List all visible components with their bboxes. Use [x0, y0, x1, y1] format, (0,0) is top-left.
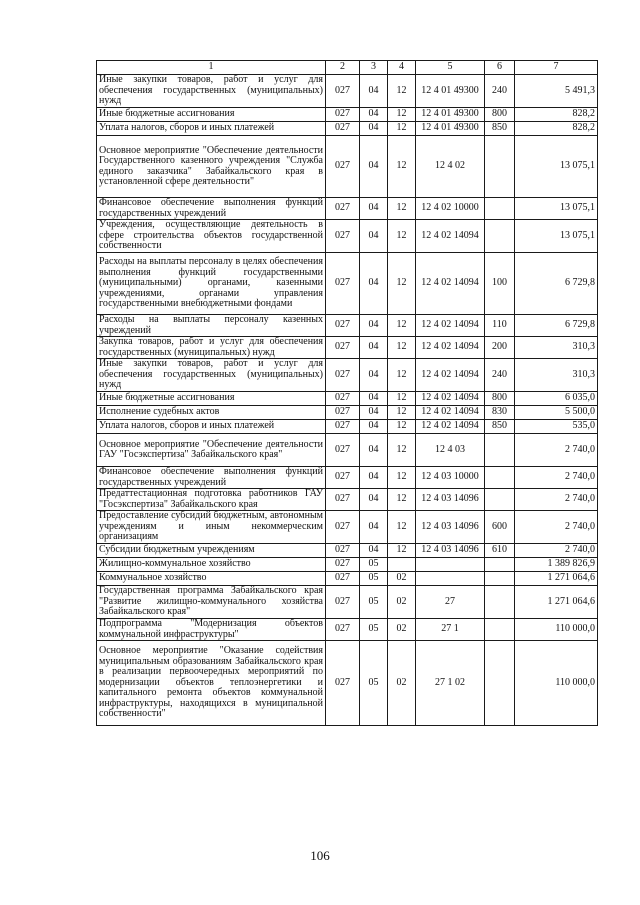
cell-target-article: 12 4 02 14094: [416, 337, 485, 359]
table-row: [97, 406, 598, 420]
cell-subsection: 02: [388, 586, 416, 619]
cell-ministry-code: 027: [326, 558, 360, 572]
cell-amount: 6 729,8: [515, 253, 598, 315]
table-row: [97, 75, 598, 108]
cell-section: 05: [360, 558, 388, 572]
cell-expense-type: 200: [485, 337, 515, 359]
cell-ministry-code: 027: [326, 359, 360, 392]
cell-expense-type: 800: [485, 108, 515, 122]
cell-section: 04: [360, 198, 388, 220]
cell-ministry-code: 027: [326, 220, 360, 253]
cell-target-article: 12 4 02 14094: [416, 253, 485, 315]
cell-name: Подпрограмма "Модернизация объектов коммунальной инфраструктуры": [97, 619, 326, 641]
cell-section: 05: [360, 586, 388, 619]
cell-name: Уплата налогов, сборов и иных платежей: [97, 420, 326, 434]
cell-name: Иные бюджетные ассигнования: [97, 392, 326, 406]
cell-section: 05: [360, 641, 388, 726]
table-row: [97, 558, 598, 572]
cell-target-article: [416, 558, 485, 572]
cell-subsection: 02: [388, 619, 416, 641]
cell-subsection: 12: [388, 136, 416, 198]
header-cell-1: 1: [97, 61, 326, 75]
cell-ministry-code: 027: [326, 406, 360, 420]
cell-amount: 828,2: [515, 108, 598, 122]
header-cell-2: 2: [326, 61, 360, 75]
header-row: [97, 61, 598, 75]
table-row: [97, 337, 598, 359]
cell-subsection: [388, 558, 416, 572]
cell-name: Иные бюджетные ассигнования: [97, 108, 326, 122]
cell-ministry-code: 027: [326, 434, 360, 467]
cell-target-article: 12 4 02: [416, 136, 485, 198]
header-cell-3: 3: [360, 61, 388, 75]
cell-expense-type: 800: [485, 392, 515, 406]
cell-name: Финансовое обеспечение выполнения функций государственных учреждений: [97, 198, 326, 220]
cell-amount: 1 271 064,6: [515, 586, 598, 619]
cell-target-article: 12 4 01 49300: [416, 108, 485, 122]
table-row: [97, 108, 598, 122]
cell-section: 04: [360, 392, 388, 406]
cell-target-article: 12 4 02 14094: [416, 406, 485, 420]
cell-name: Закупка товаров, работ и услуг для обеспечения государственных (муниципальных) нужд: [97, 337, 326, 359]
cell-section: 04: [360, 420, 388, 434]
budget-table: [96, 60, 598, 726]
cell-expense-type: [485, 619, 515, 641]
table-row: [97, 586, 598, 619]
cell-name: Предоставление субсидий бюджетным, автономным учреждениям и иным некоммерческим организациям: [97, 511, 326, 544]
cell-expense-type: 850: [485, 122, 515, 136]
table-row: [97, 489, 598, 511]
cell-section: 04: [360, 108, 388, 122]
cell-name: Финансовое обеспечение выполнения функций государственных учреждений: [97, 467, 326, 489]
cell-subsection: 12: [388, 108, 416, 122]
cell-subsection: 12: [388, 467, 416, 489]
cell-section: 04: [360, 220, 388, 253]
cell-section: 05: [360, 572, 388, 586]
cell-expense-type: 850: [485, 420, 515, 434]
cell-name: Иные закупки товаров, работ и услуг для обеспечения государственных (муниципальных) нужд: [97, 359, 326, 392]
cell-name: Иные закупки товаров, работ и услуг для обеспечения государственных (муниципальных) нужд: [97, 75, 326, 108]
cell-subsection: 12: [388, 75, 416, 108]
cell-ministry-code: 027: [326, 467, 360, 489]
cell-expense-type: [485, 198, 515, 220]
cell-subsection: 12: [388, 511, 416, 544]
cell-target-article: 12 4 03 14096: [416, 544, 485, 558]
cell-name: Учреждения, осуществляющие деятельность в сфере строительства объектов государственной собственности: [97, 220, 326, 253]
cell-name: Уплата налогов, сборов и иных платежей: [97, 122, 326, 136]
table-row: [97, 572, 598, 586]
cell-ministry-code: 027: [326, 420, 360, 434]
cell-ministry-code: 027: [326, 122, 360, 136]
cell-subsection: 12: [388, 253, 416, 315]
cell-name: Коммунальное хозяйство: [97, 572, 326, 586]
cell-expense-type: [485, 572, 515, 586]
cell-expense-type: 610: [485, 544, 515, 558]
cell-ministry-code: 027: [326, 572, 360, 586]
table-row: [97, 253, 598, 315]
cell-expense-type: 100: [485, 253, 515, 315]
cell-target-article: 12 4 02 14094: [416, 359, 485, 392]
cell-ministry-code: 027: [326, 75, 360, 108]
cell-amount: 310,3: [515, 359, 598, 392]
table-row: [97, 544, 598, 558]
cell-section: 04: [360, 434, 388, 467]
cell-section: 04: [360, 315, 388, 337]
cell-target-article: 12 4 02 14094: [416, 220, 485, 253]
cell-ministry-code: 027: [326, 337, 360, 359]
cell-ministry-code: 027: [326, 544, 360, 558]
header-cell-4: 4: [388, 61, 416, 75]
cell-amount: 2 740,0: [515, 544, 598, 558]
cell-subsection: 12: [388, 406, 416, 420]
cell-ministry-code: 027: [326, 619, 360, 641]
cell-expense-type: 240: [485, 359, 515, 392]
cell-amount: 13 075,1: [515, 198, 598, 220]
cell-name: Основное мероприятие "Обеспечение деятельности ГАУ "Госэкспертиза" Забайкальского края": [97, 434, 326, 467]
cell-name: Предаттестационная подготовка работников ГАУ "Госэкспертиза" Забайкальского края: [97, 489, 326, 511]
cell-amount: 13 075,1: [515, 220, 598, 253]
cell-amount: 5 491,3: [515, 75, 598, 108]
cell-ministry-code: 027: [326, 586, 360, 619]
table-row: [97, 315, 598, 337]
cell-subsection: 12: [388, 359, 416, 392]
cell-subsection: 12: [388, 434, 416, 467]
cell-target-article: 27: [416, 586, 485, 619]
table-row: [97, 122, 598, 136]
cell-section: 04: [360, 489, 388, 511]
cell-amount: 2 740,0: [515, 467, 598, 489]
table-body: [97, 75, 598, 726]
table-row: [97, 392, 598, 406]
cell-section: 04: [360, 122, 388, 136]
table-row: [97, 136, 598, 198]
header-cell-5: 5: [416, 61, 485, 75]
cell-amount: 110 000,0: [515, 641, 598, 726]
cell-name: Субсидии бюджетным учреждениям: [97, 544, 326, 558]
cell-expense-type: 110: [485, 315, 515, 337]
cell-ministry-code: 027: [326, 511, 360, 544]
cell-target-article: 12 4 01 49300: [416, 122, 485, 136]
table-row: [97, 220, 598, 253]
table-row: [97, 434, 598, 467]
cell-name: Жилищно-коммунальное хозяйство: [97, 558, 326, 572]
cell-subsection: 12: [388, 220, 416, 253]
cell-subsection: 12: [388, 315, 416, 337]
cell-amount: 6 035,0: [515, 392, 598, 406]
cell-section: 04: [360, 544, 388, 558]
cell-name: Исполнение судебных актов: [97, 406, 326, 420]
cell-amount: 2 740,0: [515, 511, 598, 544]
cell-expense-type: [485, 136, 515, 198]
header-cell-7: 7: [515, 61, 598, 75]
cell-subsection: 12: [388, 420, 416, 434]
table-row: [97, 198, 598, 220]
cell-section: 04: [360, 359, 388, 392]
cell-amount: 13 075,1: [515, 136, 598, 198]
cell-target-article: [416, 572, 485, 586]
page-number: 106: [310, 848, 330, 863]
cell-ministry-code: 027: [326, 315, 360, 337]
cell-section: 04: [360, 511, 388, 544]
cell-section: 04: [360, 136, 388, 198]
cell-ministry-code: 027: [326, 253, 360, 315]
cell-subsection: 12: [388, 544, 416, 558]
cell-subsection: 02: [388, 641, 416, 726]
cell-name: Основное мероприятие "Обеспечение деятельности Государственного казенного учреждения "Служба единого заказчика" Забайкальского края в установленной сфере деятельности": [97, 136, 326, 198]
cell-expense-type: [485, 489, 515, 511]
cell-target-article: 12 4 02 14094: [416, 420, 485, 434]
cell-subsection: 02: [388, 572, 416, 586]
cell-target-article: 27 1: [416, 619, 485, 641]
cell-expense-type: [485, 434, 515, 467]
cell-ministry-code: 027: [326, 108, 360, 122]
cell-ministry-code: 027: [326, 136, 360, 198]
cell-section: 04: [360, 467, 388, 489]
cell-section: 04: [360, 75, 388, 108]
cell-target-article: 12 4 01 49300: [416, 75, 485, 108]
cell-amount: 1 271 064,6: [515, 572, 598, 586]
table-row: [97, 511, 598, 544]
cell-expense-type: [485, 558, 515, 572]
cell-amount: 828,2: [515, 122, 598, 136]
cell-section: 04: [360, 253, 388, 315]
table-row: [97, 619, 598, 641]
table-row: [97, 420, 598, 434]
cell-target-article: 12 4 03: [416, 434, 485, 467]
cell-target-article: 12 4 02 10000: [416, 198, 485, 220]
table-row: [97, 641, 598, 726]
cell-section: 04: [360, 406, 388, 420]
cell-name: Основное мероприятие "Оказание содействия муниципальным образованиям Забайкальского края в реализации первоочередных мероприятий по модернизации объектов теплоэнергетики и капитального ремонта объектов коммунальной инфраструктуры, находящихся в муниципальной собственности": [97, 641, 326, 726]
cell-subsection: 12: [388, 198, 416, 220]
header-cell-6: 6: [485, 61, 515, 75]
cell-target-article: 12 4 03 14096: [416, 489, 485, 511]
cell-subsection: 12: [388, 122, 416, 136]
cell-ministry-code: 027: [326, 198, 360, 220]
cell-subsection: 12: [388, 489, 416, 511]
cell-amount: 535,0: [515, 420, 598, 434]
cell-target-article: 27 1 02: [416, 641, 485, 726]
cell-subsection: 12: [388, 337, 416, 359]
cell-expense-type: 240: [485, 75, 515, 108]
cell-expense-type: [485, 641, 515, 726]
cell-name: Государственная программа Забайкальского края "Развитие жилищно-коммунального хозяйства Забайкальского края": [97, 586, 326, 619]
cell-ministry-code: 027: [326, 641, 360, 726]
cell-amount: 5 500,0: [515, 406, 598, 420]
cell-target-article: 12 4 03 14096: [416, 511, 485, 544]
cell-section: 05: [360, 619, 388, 641]
cell-section: 04: [360, 337, 388, 359]
cell-target-article: 12 4 02 14094: [416, 315, 485, 337]
cell-expense-type: 830: [485, 406, 515, 420]
cell-expense-type: [485, 467, 515, 489]
cell-ministry-code: 027: [326, 392, 360, 406]
cell-target-article: 12 4 02 14094: [416, 392, 485, 406]
cell-amount: 110 000,0: [515, 619, 598, 641]
cell-name: Расходы на выплаты персоналу в целях обеспечения выполнения функций государственными (муниципальными) органами, казенными учреждениями, органами управления государственными внебюджетными фондами: [97, 253, 326, 315]
cell-target-article: 12 4 03 10000: [416, 467, 485, 489]
cell-amount: 6 729,8: [515, 315, 598, 337]
table-row: [97, 467, 598, 489]
cell-amount: 2 740,0: [515, 434, 598, 467]
cell-expense-type: [485, 586, 515, 619]
cell-amount: 310,3: [515, 337, 598, 359]
cell-amount: 2 740,0: [515, 489, 598, 511]
cell-ministry-code: 027: [326, 489, 360, 511]
table-row: [97, 359, 598, 392]
cell-subsection: 12: [388, 392, 416, 406]
cell-name: Расходы на выплаты персоналу казенных учреждений: [97, 315, 326, 337]
cell-amount: 1 389 826,9: [515, 558, 598, 572]
cell-expense-type: [485, 220, 515, 253]
cell-expense-type: 600: [485, 511, 515, 544]
